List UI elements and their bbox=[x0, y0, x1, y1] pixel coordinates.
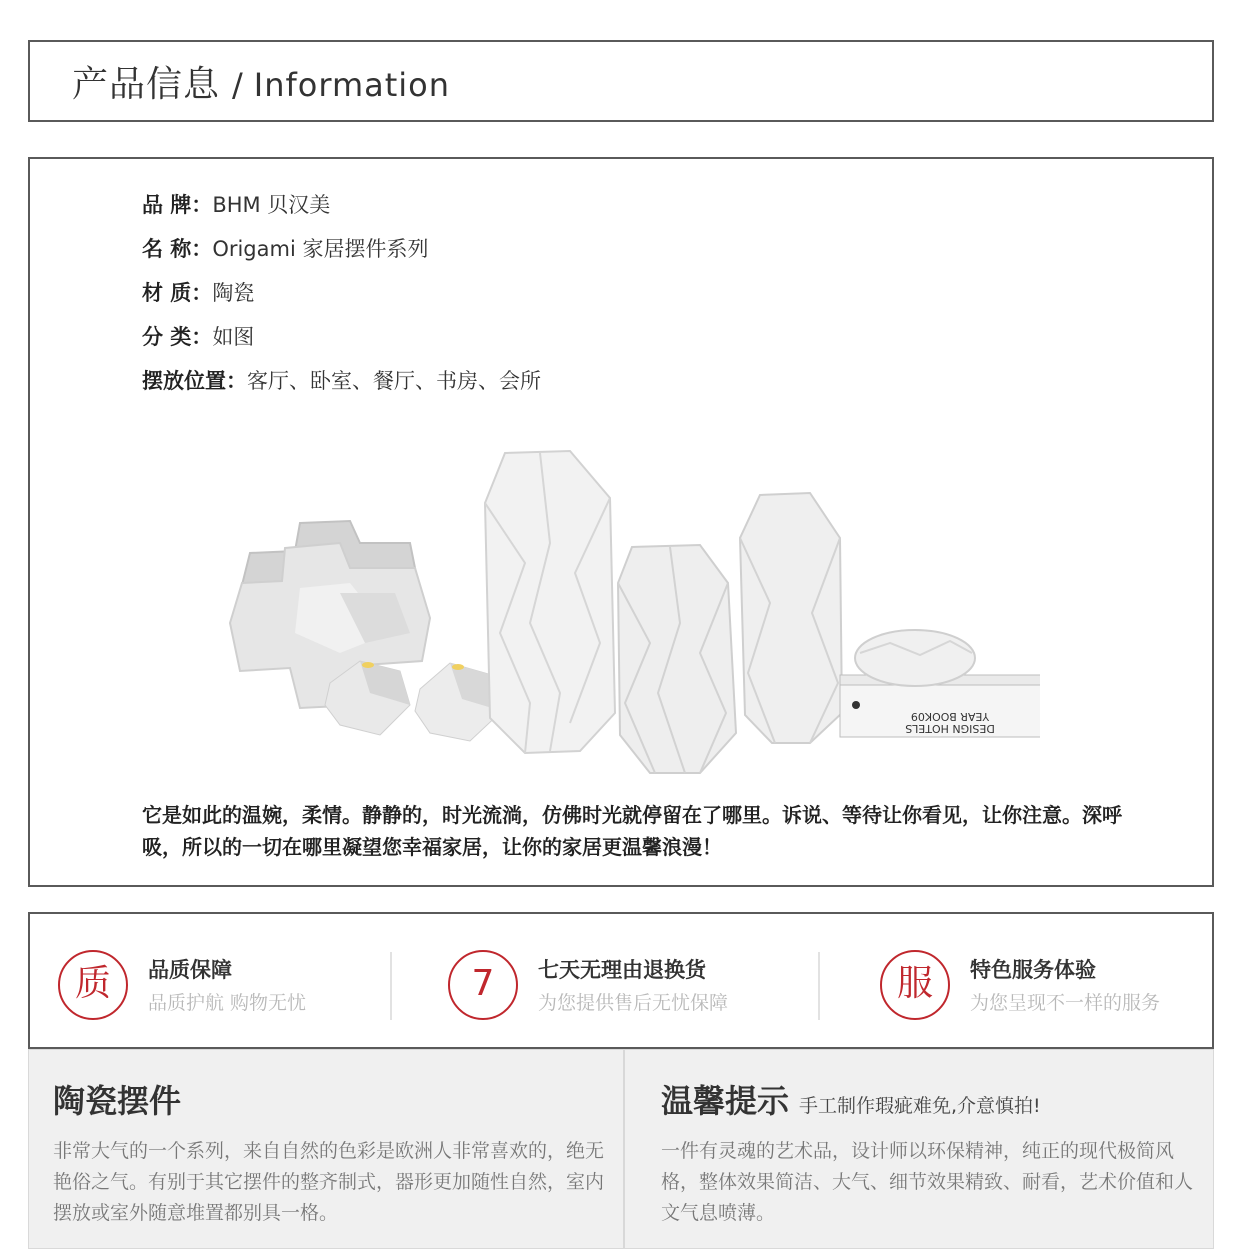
product-description: 它是如此的温婉，柔情。静静的，时光流淌，仿佛时光就停留在了哪里。诉说、等待让你看见，让你注意。深呼吸，所以的一切在哪里凝望您幸福家居，让你的家居更温馨浪漫！ bbox=[142, 803, 1122, 859]
product-photo bbox=[200, 443, 1040, 783]
spec-list bbox=[142, 187, 541, 407]
divider bbox=[390, 952, 392, 1020]
product-info-panel bbox=[28, 157, 1214, 887]
service-subtitle: 为您呈现不一样的服务 bbox=[970, 992, 1161, 1014]
service-guarantee-bar bbox=[28, 912, 1214, 1049]
section-text: 非常大气的一个系列，来自自然的色彩是欧洲人非常喜欢的，绝无艳俗之气。有别于其它摆件的整齐制式，器形更加随性自然，室内摆放或室外随意堆置都别具一格。 bbox=[53, 1140, 605, 1224]
service-quality bbox=[58, 950, 388, 1020]
tips-heading: 温馨提示 bbox=[661, 1082, 790, 1120]
book-text-2: DESIGN HOTELS bbox=[905, 722, 995, 735]
title-separator: / bbox=[232, 66, 244, 104]
title-en: Information bbox=[253, 66, 451, 104]
spec-key: 摆放位置： bbox=[142, 369, 247, 393]
spec-value: 如图 bbox=[212, 325, 255, 349]
spec-value: 陶瓷 bbox=[212, 281, 255, 305]
page-title bbox=[72, 56, 450, 107]
spec-material bbox=[142, 275, 541, 319]
service-title: 品质保障 bbox=[148, 958, 232, 982]
warm-tips-section bbox=[661, 1076, 1195, 1229]
spec-value: 客厅、卧室、餐厅、书房、会所 bbox=[247, 369, 541, 393]
spec-placement bbox=[142, 363, 541, 407]
spec-key: 分 类： bbox=[142, 325, 213, 349]
spec-key: 品 牌： bbox=[142, 193, 213, 217]
info-title-bar bbox=[28, 40, 1214, 122]
spec-key: 名 称： bbox=[142, 237, 213, 261]
divider bbox=[623, 1050, 625, 1248]
spec-name bbox=[142, 231, 541, 275]
service-subtitle: 品质护航 购物无忧 bbox=[148, 992, 307, 1014]
section-text: 一件有灵魂的艺术品，设计师以环保精神，纯正的现代极简风格，整体效果简洁、大气、细节效果精致、耐看，艺术价值和人文气息喷薄。 bbox=[661, 1140, 1194, 1224]
spec-key: 材 质： bbox=[142, 281, 213, 305]
divider bbox=[818, 952, 820, 1020]
title-cn: 产品信息 bbox=[72, 64, 221, 105]
medium-vase bbox=[618, 545, 736, 773]
service-title: 七天无理由退换货 bbox=[538, 958, 706, 982]
spec-value: BHM 贝汉美 bbox=[212, 193, 331, 217]
service-return bbox=[448, 950, 828, 1020]
spec-category bbox=[142, 319, 541, 363]
section-heading bbox=[661, 1076, 1195, 1122]
slim-vase bbox=[740, 493, 842, 743]
faceted-bowl bbox=[855, 630, 975, 686]
spec-value: Origami 家居摆件系列 bbox=[212, 237, 429, 261]
bottom-notes-panel bbox=[28, 1049, 1214, 1249]
service-subtitle: 为您提供售后无忧保障 bbox=[538, 992, 729, 1014]
section-heading: 陶瓷摆件 bbox=[53, 1082, 182, 1120]
spec-brand bbox=[142, 187, 541, 231]
tips-note: 手工制作瑕疵难免,介意慎拍! bbox=[799, 1095, 1041, 1117]
service-title: 特色服务体验 bbox=[970, 958, 1096, 982]
seven-day-icon: 7 bbox=[448, 950, 518, 1020]
quality-icon: 质 bbox=[58, 950, 128, 1020]
service-special bbox=[880, 950, 1210, 1020]
ceramic-ornament-section bbox=[53, 1076, 609, 1229]
tall-vase bbox=[485, 451, 615, 753]
service-icon: 服 bbox=[880, 950, 950, 1020]
book-text-1: YEAR BOOK09 bbox=[910, 710, 990, 723]
